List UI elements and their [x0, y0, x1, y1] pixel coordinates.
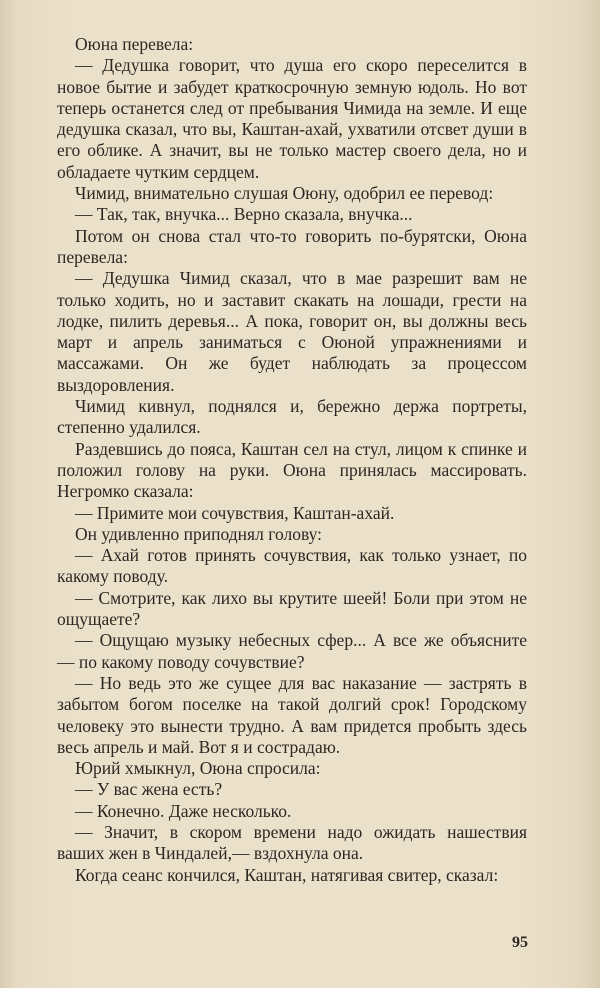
page-number: 95 [512, 934, 528, 951]
paragraph: — Дедушка говорит, что душа его скоро переселится в новое бытие и забудет краткосрочную земную юдоль. Но вот теперь останется след от пребывания Чимида на земле. И еще дедушка сказал, что вы, Каштан-ахай, ухватили отсвет души в его облике. А значит, вы не только мастер своего дела, но и обладаете чутким сердцем. [57, 55, 527, 182]
paragraph: Чимид кивнул, поднялся и, бережно держа портреты, степенно удалился. [57, 396, 527, 438]
paragraph: Он удивленно приподнял голову: [75, 523, 322, 544]
paragraph: — Но ведь это же сущее для вас наказание — застрять в забытом богом поселке на такой долгий срок! Городскому человеку это вынести трудно. А вам придется пробыть здесь весь апрель и май. Вот я и сострадаю. [57, 672, 527, 757]
paragraph: Раздевшись до пояса, Каштан сел на стул, лицом к спинке и положил голову на руки. Оюна принялась массировать. Негромко сказала: [57, 438, 527, 502]
paragraph: — Ощущаю музыку небесных сфер... А все же объясните — по какому поводу сочувствие? [57, 630, 527, 672]
paragraph: Когда сеанс кончился, Каштан, натягивая свитер, сказал: [75, 864, 499, 885]
paragraph: Чимид, внимательно слушая Оюну, одобрил ее перевод: [75, 183, 494, 204]
paragraph: Юрий хмыкнул, Оюна спросила: [75, 758, 321, 779]
paragraph: — У вас жена есть? [75, 779, 223, 800]
paragraph: — Так, так, внучка... Верно сказала, внучка... [75, 204, 413, 225]
paragraph: — Дедушка Чимид сказал, что в мае разрешит вам не только ходить, но и заставит скакать на лошади, грести на лодке, пилить деревья... А пока, говорит он, вы должны весь март и апрель заниматься с Оюной упражнениями и массажами. Он же будет наблюдать за процессом выздоровления. [57, 268, 527, 395]
paragraph: — Примите мои сочувствия, Каштан-ахай. [75, 502, 395, 523]
paragraph: — Значит, в скором времени надо ожидать нашествия ваших жен в Чиндалей,— вздохнула она. [57, 821, 527, 864]
paragraph: — Ахай готов принять сочувствия, как только узнает, по какому поводу. [57, 545, 527, 587]
body-text [57, 34, 527, 886]
paragraph: Оюна перевела: [75, 34, 194, 54]
paragraph: — Конечно. Даже несколько. [75, 800, 292, 821]
paragraph: Потом он снова стал что-то говорить по-бурятски, Оюна перевела: [57, 225, 527, 267]
paragraph: — Смотрите, как лихо вы крутите шеей! Боли при этом не ощущаете? [57, 587, 527, 630]
